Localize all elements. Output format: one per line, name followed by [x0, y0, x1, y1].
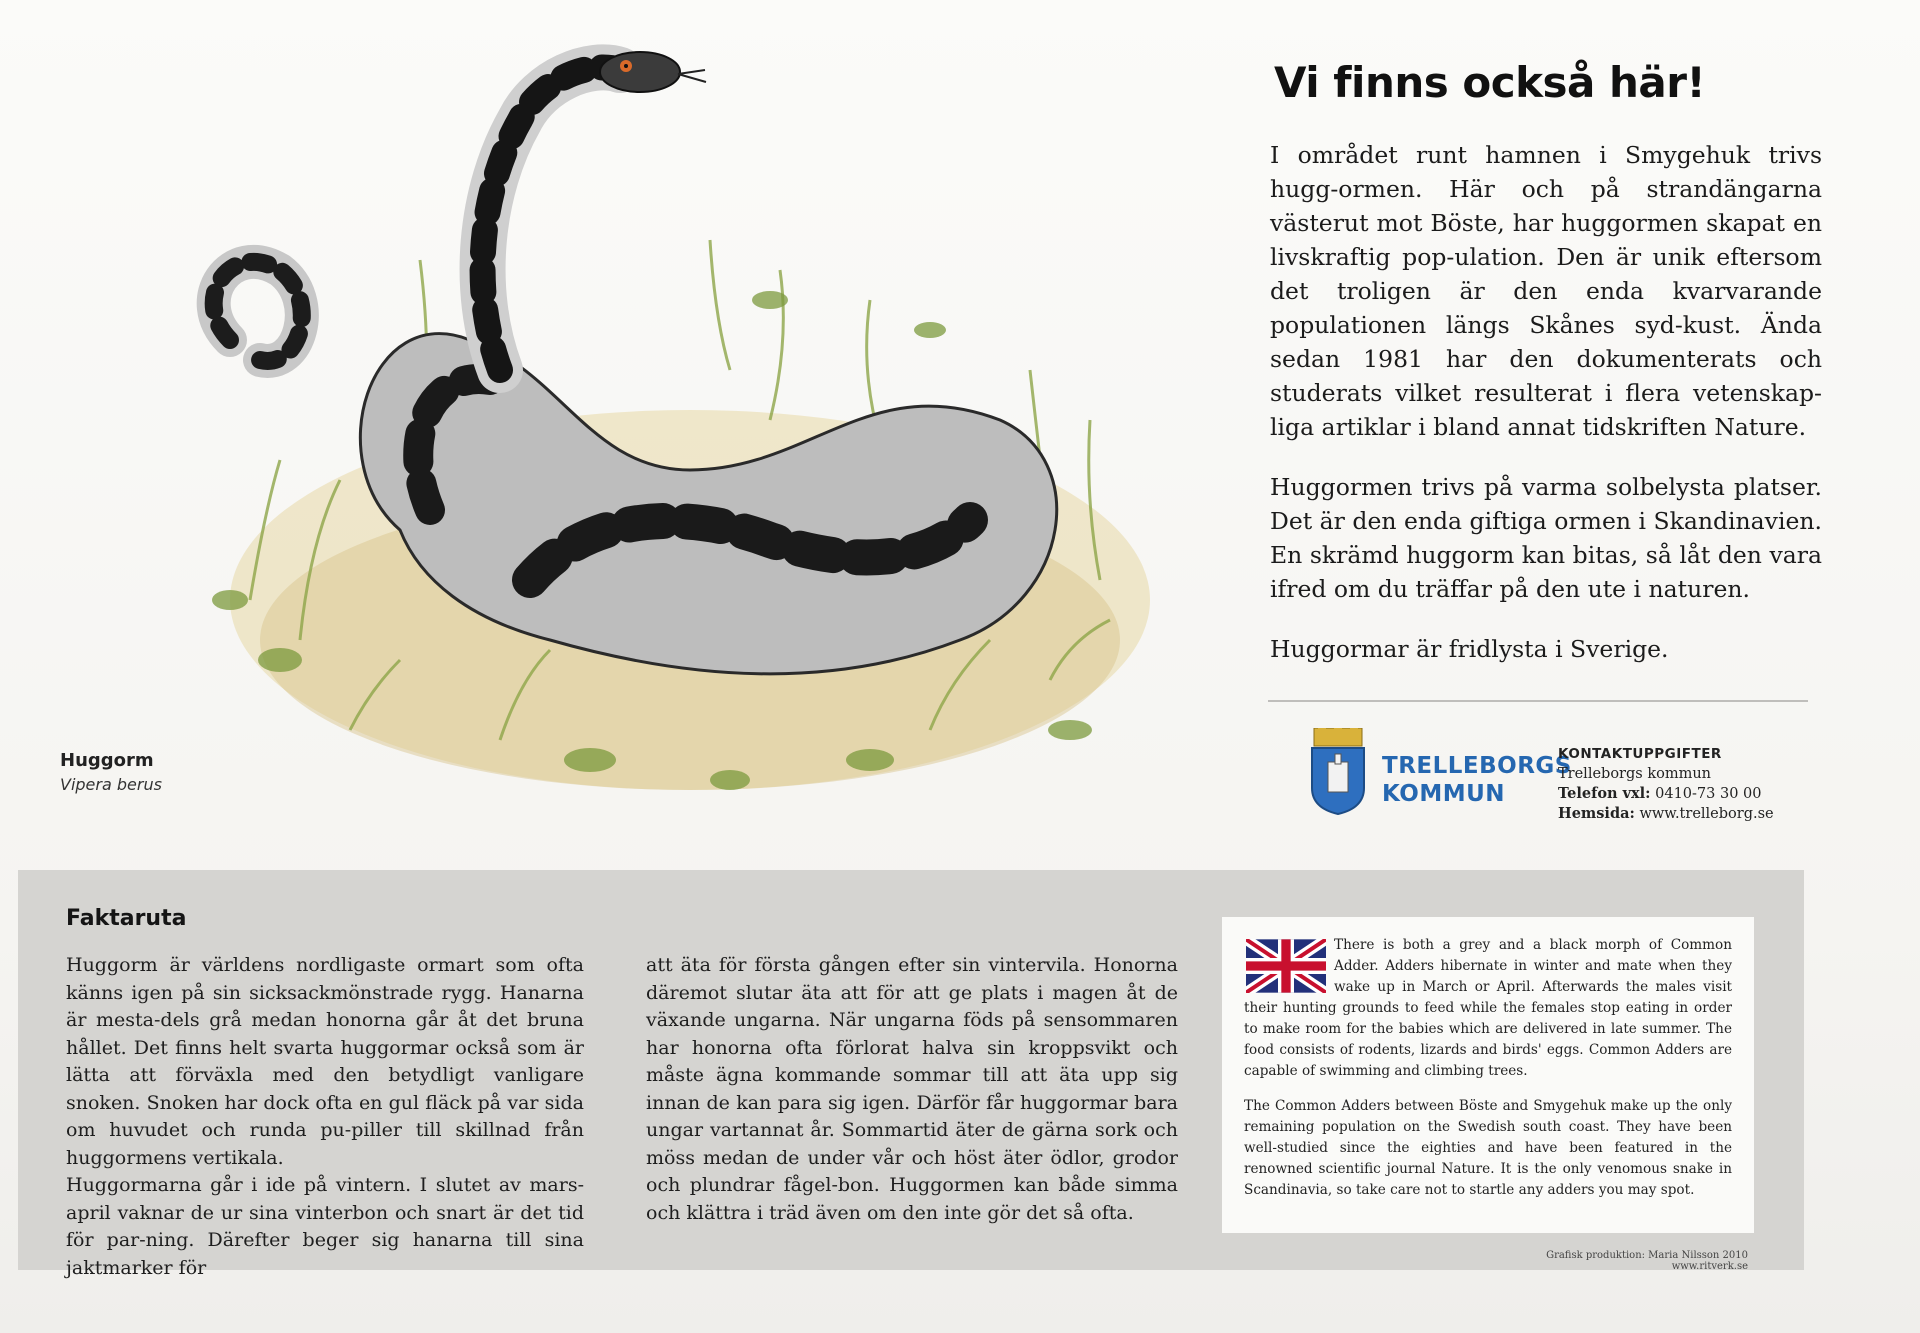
common-name: Huggorm	[60, 750, 154, 771]
coat-of-arms-icon	[1308, 728, 1368, 816]
fact-paragraph: att äta för första gången efter sin vintervila. Honorna däremot slutar äta att för att ge plats i magen åt de växande ungarna. När ungarna föds på sensommaren har honorna ofta förlorat halva sin kroppsvikt och måste ägna kommande sommar till att äta upp sig innan de kan para sig igen. Därför får huggormar bara ungar vartannat år. Sommartid äter de gärna sork och möss medan de under vår och höst äter ödlor, grodor och plundrar fågel-bon. Huggormen kan både simma och klättra i träd även om den inte gör det så ofta.	[646, 954, 1178, 1224]
web-address: www.trelleborg.se	[1639, 806, 1774, 822]
intro-paragraph: Huggormar är fridlysta i Sverige.	[1270, 635, 1669, 663]
fact-title: Faktaruta	[66, 906, 187, 931]
english-paragraph: There is both a grey and a black morph of Common Adder. Adders hibernate in winter and mate when they wake up in March or April. Afterwards the males visit their hunting grounds to feed while the females stop eating in order to make room for the babies which are delivered in late summer. The food consists of rodents, lizards and birds' eggs. Common Adders are capable of swimming and climbing trees.	[1244, 937, 1732, 1079]
logo-line: KOMMUN	[1382, 781, 1506, 807]
english-text	[1244, 935, 1732, 1215]
english-summary-box	[1222, 917, 1754, 1233]
contact-web-line	[1558, 804, 1858, 824]
contact-heading: KONTAKTUPPGIFTER	[1558, 746, 1722, 762]
intro-text	[1270, 138, 1822, 692]
illustration-caption	[60, 750, 162, 794]
fact-paragraph: Huggorm är världens nordligaste ormart som ofta känns igen på sin sicksackmönstrade rygg. Hanarna är mesta-dels grå medan honorna går åt det bruna hållet. Det finns helt svarta huggormar också som är lätta att förväxla med den betydligt vanligare snoken. Snoken har dock ofta en gul fläck på var sida om huvudet och runda pu-piller till skillnad från huggormens vertikala.	[66, 954, 584, 1169]
fact-paragraph: Huggormarna går i ide på vintern. I slutet av mars-april vaknar de ur sina vinterbon och snart är det tid för par-ning. Därefter beger sig hanarna till sina jaktmarker för	[66, 1174, 584, 1279]
web-label: Hemsida:	[1558, 805, 1635, 822]
production-credit: Grafisk produktion: Maria Nilsson 2010 www.ritverk.se	[1546, 1250, 1748, 1272]
fact-column-2	[646, 952, 1178, 1227]
english-paragraph: The Common Adders between Böste and Smygehuk make up the only remaining population on the Swedish south coast. They have been well-studied since the eighties and have been featured in the renowned scientific journal Nature. It is the only venomous snake in Scandinavia, so take care not to startle any adders you may spot.	[1244, 1098, 1732, 1198]
logo-wordmark	[1382, 752, 1572, 808]
divider	[1268, 700, 1808, 702]
adder-illustration	[170, 40, 1200, 830]
logo-line: TRELLEBORGS	[1382, 753, 1572, 779]
latin-name: Vipera berus	[60, 775, 162, 794]
phone-number: 0410-73 30 00	[1655, 786, 1762, 802]
phone-label: Telefon vxl:	[1558, 785, 1651, 802]
contact-phone-line	[1558, 784, 1858, 804]
intro-paragraph: I området runt hamnen i Smygehuk trivs hugg-ormen. Här och på strandängarna västerut mot Böste, har huggormen skapat en livskraftig pop-ulation. Den är unik eftersom det troligen är den enda kvarvarande populationen längs Skånes syd-kust. Ända sedan 1981 har den dokumenterats och studerats vilket resulterat i flera vetenskap-liga artiklar i bland annat tidskriften Nature.	[1270, 141, 1822, 441]
municipality-logo	[1308, 728, 1572, 828]
contact-org: Trelleborgs kommun	[1558, 766, 1712, 782]
fact-column-1	[66, 952, 584, 1282]
headline: Vi finns också här!	[1274, 58, 1706, 107]
contact-info	[1558, 744, 1858, 824]
intro-paragraph: Huggormen trivs på varma solbelysta platser. Det är den enda giftiga ormen i Skandinavien. En skrämd huggorm kan bitas, så låt den vara ifred om du träffar på den ute i naturen.	[1270, 473, 1822, 603]
